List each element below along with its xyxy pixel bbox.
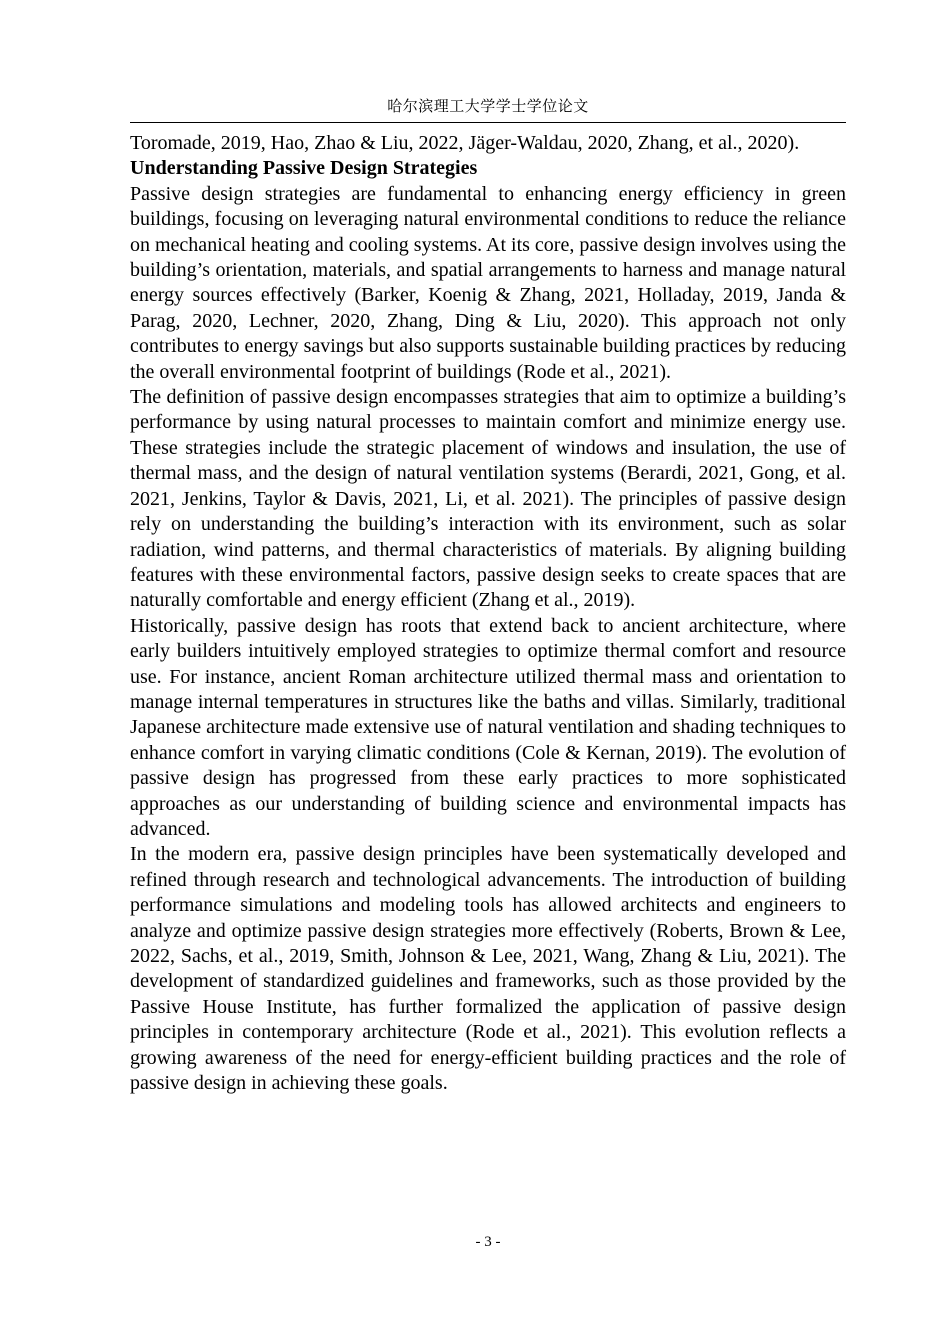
body-paragraph-3: Historically, passive design has roots that extend back to ancient architecture, where early builders intuitively employed strategies to optimize thermal comfort and resource use. For instance, ancient Roman architecture utilized thermal mass and orientation to manage internal temperatures in structures like the baths and villas. Similarly, traditional Japanese architecture made extensive use of natural ventilation and shading techniques to enhance comfort in varying climatic conditions (Cole & Kernan, 2019). The evolution of passive design has progressed from these early practices to more sophisticated approaches as our understanding of building science and environmental impacts has advanced. — [130, 614, 846, 840]
section-heading: Understanding Passive Design Strategies — [130, 157, 478, 180]
running-header: 哈尔滨理工大学学士学位论文 — [387, 99, 589, 115]
page-number: - 3 - — [475, 1234, 501, 1250]
body-paragraph-2: The definition of passive design encompasses strategies that aim to optimize a building’s performance by using natural processes to maintain comfort and minimize energy use. These strategies include the strategic placement of windows and insulation, the use of thermal mass, and the design of natural ventilation systems (Berardi, 2021, Gong, et al. 2021, Jenkins, Taylor & Davis, 2021, Li, et al. 2021). The principles of passive design rely on understanding the building’s interaction with its environment, such as solar radiation, wind patterns, and thermal characteristics of materials. By aligning building features with these environmental factors, passive design seeks to create spaces that are naturally comfortable and energy efficient (Zhang et al., 2019). — [130, 386, 846, 612]
header-rule — [130, 122, 846, 123]
body-paragraph-1: Passive design strategies are fundamental to enhancing energy efficiency in green buildings, focusing on leveraging natural environmental conditions to reduce the reliance on mechanical heating and cooling systems. At its core, passive design involves using the building’s orientation, materials, and spatial arrangements to harness and manage natural energy sources effectively (Barker, Koenig & Zhang, 2021, Holladay, 2019, Janda & Parag, 2020, Lechner, 2020, Zhang, Ding & Liu, 2020). This approach not only contributes to energy savings but also supports sustainable building practices by reducing the overall environmental footprint of buildings (Rode et al., 2021). — [130, 182, 846, 383]
continuation-paragraph: Toromade, 2019, Hao, Zhao & Liu, 2022, Jäger-Waldau, 2020, Zhang, et al., 2020). — [130, 132, 800, 154]
body-paragraph-4: In the modern era, passive design principles have been systematically developed and refined through research and technological advancements. The introduction of building performance simulations and modeling tools has allowed architects and engineers to analyze and optimize passive design strategies more effectively (Roberts, Brown & Lee, 2022, Sachs, et al., 2019, Smith, Johnson & Lee, 2021, Wang, Zhang & Liu, 2021). The development of standardized guidelines and frameworks, such as those provided by the Passive House Institute, has further formalized the application of passive design principles in contemporary architecture (Rode et al., 2021). This evolution reflects a growing awareness of the need for energy-efficient building practices and the role of passive design in achieving these goals. — [130, 843, 846, 1095]
page-body — [130, 131, 846, 1096]
